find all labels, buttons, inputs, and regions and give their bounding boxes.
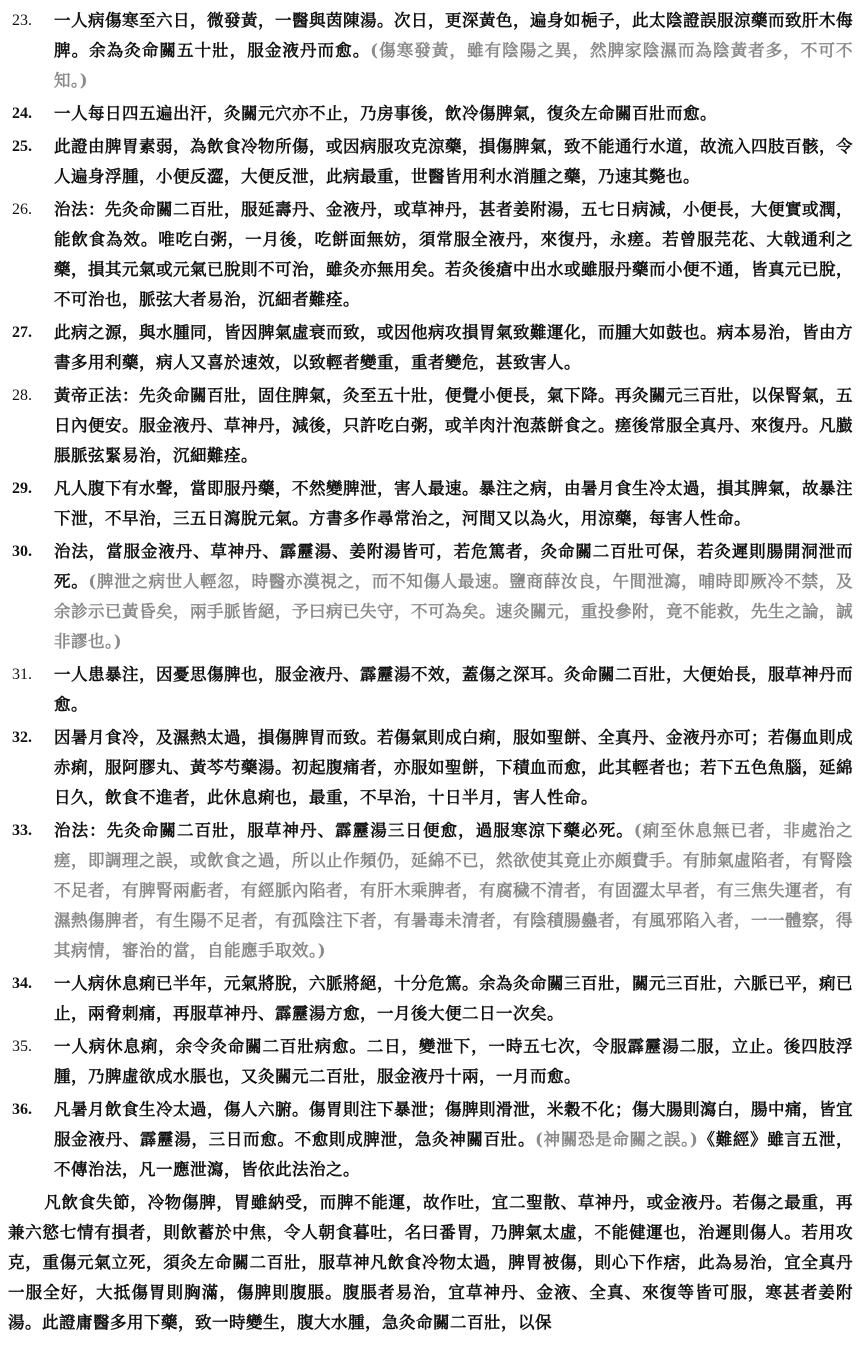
entry-annotation: (痢至休息無已者，非處治之瘥，即調理之誤，或飲食之過，所以止作頻仍，延綿不已，然欲使其竟止亦頗費手。有肺氣虛陷者，有腎陰不足者，有脾腎兩虧者，有經脈內陷者，有肝木乘脾者，有腐穢不清者，有固澀太早者，有三焦失運者，有濕熱傷脾者，有生陽不足者，有孤陰注下者，有暑毒未清者，有陰積腸蠱者，有風邪陷入者，一一體察，得其病情，審治的當，自能應手取效。) <box>54 821 854 960</box>
entry-body: 因暑月食冷，及濕熱太過，損傷脾胃而致。若傷氣則成白痢，服如聖餅、全真丹、金液丹亦可；若傷血則成赤痢，服阿膠丸、黃芩芍藥湯。初起腹痛者，亦服如聖餅，下積血而愈，此其輕者也；若下五色魚腦，延綿日久，飲食不進者，此休息痢也，最重，不早治，十日半月，害人性命。 <box>54 728 853 807</box>
entry <box>8 969 853 1029</box>
numbered-entry-list <box>8 6 853 1185</box>
entry-number: 26. <box>12 201 32 218</box>
entry <box>8 474 853 534</box>
entry-annotation: (神關恐是命關之誤。) <box>535 1130 699 1149</box>
entry-number: 25. <box>12 138 32 155</box>
entry-body: 治法：先灸命關二百壯，服延壽丹、金液丹，或草神丹，甚者姜附湯，五七日病減，小便長，大便實或潤，能飲食為效。唯吃白粥，一月後，吃餅面無妨，須常服全液丹，來復丹，永瘥。若曾服芫花、大戟通利之藥，損其元氣或元氣已脫則不可治，雖灸亦無用矣。若灸後瘡中出水或雖服丹藥而小便不通，皆真元已脫，不可治也，脈弦大者易治，沉細者難痊。 <box>54 200 853 309</box>
entry-number: 35. <box>12 1038 32 1055</box>
entry-text <box>54 474 853 534</box>
entry-number: 23. <box>12 12 32 29</box>
entry-number: 32. <box>12 729 32 746</box>
entry-number: 31. <box>12 666 32 683</box>
entry <box>8 6 853 96</box>
entry-number: 36. <box>12 1101 32 1118</box>
entry <box>8 1032 853 1092</box>
entry-text <box>54 660 853 720</box>
entry <box>8 723 853 813</box>
entry <box>8 195 853 315</box>
entry-body: 一人病休息痢已半年，元氣將脫，六脈將絕，十分危篤。余為灸命關三百壯，關元三百壯，六脈已平，痢已止，兩脅刺痛，再服草神丹、霹靂湯方愈，一月後大便二日一次矣。 <box>54 974 853 1023</box>
entry-text <box>54 1032 853 1092</box>
entry-text <box>54 969 853 1029</box>
entry-number: 34. <box>12 975 32 992</box>
entry-body: 一人病傷寒至六日，微發黃，一醫與茵陳湯。次日，更深黃色，遍身如梔子，此太陰證誤服涼藥而致肝木侮脾。余為灸命關五十壯，服金液丹而愈。 <box>54 11 853 60</box>
entry-number: 30. <box>12 543 32 560</box>
closing-paragraph: 凡飲食失節，冷物傷脾，胃雖納受，而脾不能運，故作吐，宜二聖散、草神丹，或金液丹。若傷之最重，再兼六慾七情有損者，則飲蓄於中焦，令人朝食暮吐，名曰番胃，乃脾氣太虛，不能健運也，治遲則傷人。若用攻克，重傷元氣立死，須灸左命關二百壯，服草神凡飲食冷物太過，脾胃被傷，則心下作痞，此為易治，宜全真丹一服全好，大抵傷胃則胸滿，傷脾則腹脹。腹脹者易治，宜草神丹、金液、全真、來復等皆可服，寒甚者姜附湯。此證庸醫多用下藥，致一時變生，腹大水腫，急灸命關二百壯，以保 <box>8 1193 853 1332</box>
entry-text <box>54 99 853 129</box>
entry <box>8 318 853 378</box>
entry-text <box>54 195 853 315</box>
entry-annotation: (傷寒發黃，雖有陰陽之異，然脾家陰濕而為陰黃者多，不可不知。) <box>54 41 854 90</box>
entry <box>8 132 853 192</box>
entry-text <box>54 318 853 378</box>
entry-text <box>54 816 853 966</box>
entry-number: 29. <box>12 480 32 497</box>
entry-tail: 《難經》雖言五泄，不傳治法，凡一應泄瀉，皆依此法治之。 <box>54 1130 853 1179</box>
entry-text <box>54 381 853 471</box>
entry-body: 一人患暴注，因憂思傷脾也，服金液丹、霹靂湯不效，蓋傷之深耳。灸命關二百壯，大便始長，服草神丹而愈。 <box>54 665 853 714</box>
entry-body: 一人每日四五遍出汗，灸關元穴亦不止，乃房事後，飲冷傷脾氣，復灸左命關百壯而愈。 <box>54 104 717 123</box>
entry-number: 28. <box>12 387 32 404</box>
entry <box>8 381 853 471</box>
entry-number: 24. <box>12 105 32 122</box>
entry-body: 治法，當服金液丹、草神丹、霹靂湯、姜附湯皆可，若危篤者，灸命關二百壯可保，若灸遲則腸開洞泄而死。 <box>54 542 853 591</box>
entry-body: 此證由脾胃素弱，為飲食冷物所傷，或因病服攻克涼藥，損傷脾氣，致不能通行水道，故流入四肢百骸，令人遍身浮腫，小便反澀，大便反泄，此病最重，世醫皆用利水消腫之藥，乃速其斃也。 <box>54 137 853 186</box>
entry-body: 凡人腹下有水聲，當即服丹藥，不然變脾泄，害人最速。暴注之病，由暑月食生冷太過，損其脾氣，故暴注下泄，不早治，三五日瀉脫元氣。方書多作尋常治之，河間又以為火，用涼藥，每害人性命。 <box>54 479 853 528</box>
entry-body: 此病之源，與水腫同，皆因脾氣虛衰而致，或因他病攻損胃氣致難運化，而腫大如鼓也。病本易治，皆由方書多用利藥，病人又喜於速效，以致輕者變重，重者變危，甚致害人。 <box>54 323 853 372</box>
entry-body: 凡暑月飲食生冷太過，傷人六腑。傷胃則注下暴泄；傷脾則滑泄，米穀不化；傷大腸則瀉白，腸中痛，皆宜服金液丹、霹靂湯，三日而愈。不愈則成脾泄，急灸神關百壯。 <box>54 1100 853 1149</box>
entry-number: 33. <box>12 822 32 839</box>
entry-body: 黃帝正法：先灸命關百壯，固住脾氣，灸至五十壯，便覺小便長，氣下降。再灸關元三百壯，以保腎氣，五日內便安。服金液丹、草神丹，減後，只許吃白粥，或羊肉汁泡蒸餅食之。瘥後常服全真丹、來復丹。凡臌脹脈弦緊易治，沉細難痊。 <box>54 386 853 465</box>
entry-annotation: (脾泄之病世人輕忽，時醫亦漠視之，而不知傷人最速。鹽商薛汝良，午間泄瀉，晡時即厥冷不禁，及余診示已黃昏矣，兩手脈皆絕，予曰病已失守，不可為矣。速灸關元，重投參附，竟不能救，先生之論，誠非謬也。) <box>54 572 854 651</box>
entry-text <box>54 1095 853 1185</box>
entry <box>8 816 853 966</box>
entry-number: 27. <box>12 324 32 341</box>
entry-text <box>54 723 853 813</box>
entry <box>8 660 853 720</box>
entry-body: 治法：先灸命關二百壯，服草神丹、霹靂湯三日便愈，過服寒涼下藥必死。 <box>54 821 634 840</box>
entry <box>8 99 853 129</box>
entry-text <box>54 537 853 657</box>
entry <box>8 537 853 657</box>
entry-text <box>54 6 853 96</box>
entry-body: 一人病休息痢，余令灸命關二百壯病愈。二日，變泄下，一時五七次，令服霹靂湯二服，立止。後四肢浮腫，乃脾虛欲成水脹也，又灸關元二百壯，服金液丹十兩，一月而愈。 <box>54 1037 853 1086</box>
entry-text <box>54 132 853 192</box>
entry <box>8 1095 853 1185</box>
